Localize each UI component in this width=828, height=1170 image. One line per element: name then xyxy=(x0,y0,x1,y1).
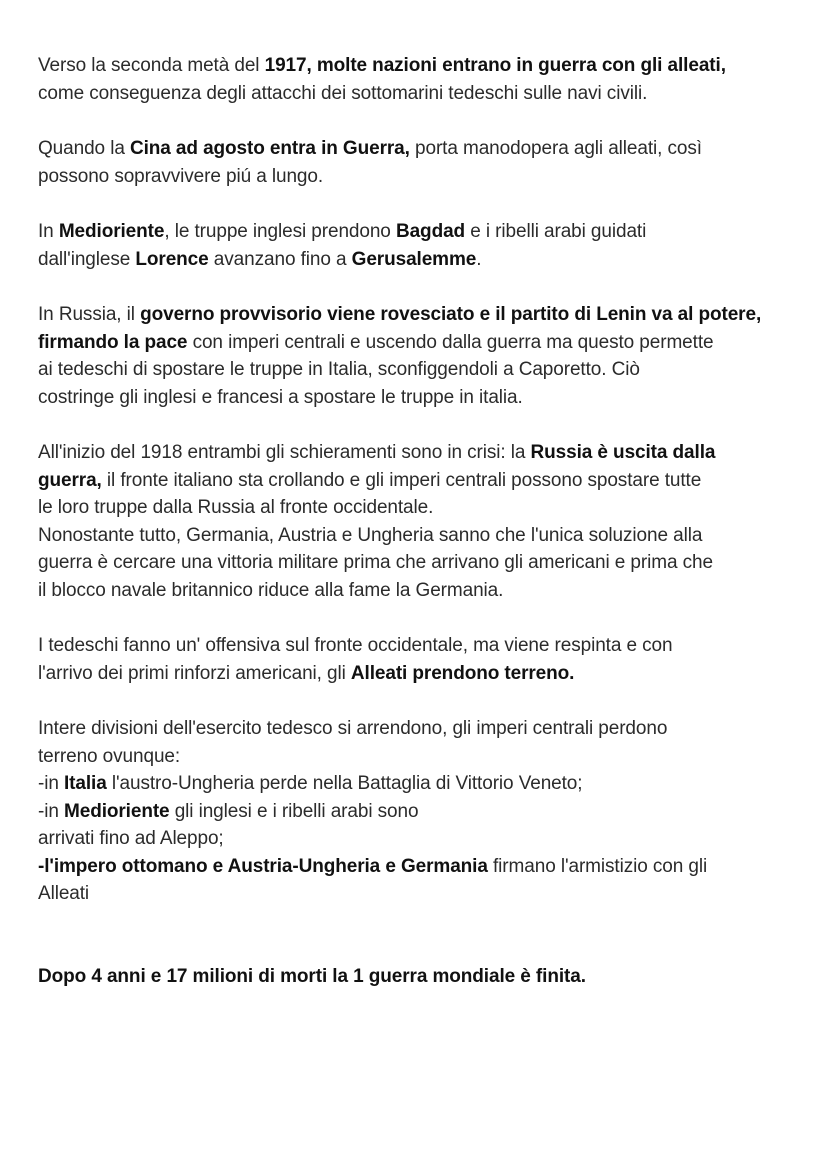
text-line xyxy=(38,467,798,495)
paragraph xyxy=(38,218,798,273)
text-line xyxy=(38,494,798,522)
text-run: In Russia, il xyxy=(38,304,141,325)
text-run: Intere divisioni dell'esercito tedesco si arrendono, gli imperi centrali perdono xyxy=(38,718,668,739)
text-run: -in xyxy=(38,773,64,794)
paragraph xyxy=(38,715,798,908)
text-run: l'arrivo dei primi rinforzi americani, gli xyxy=(38,662,351,684)
text-line xyxy=(38,549,798,577)
text-run: Alleati xyxy=(38,883,90,904)
text-run: Quando la xyxy=(38,138,130,159)
bold-text: Lorence xyxy=(135,248,209,270)
text-line xyxy=(38,218,798,246)
text-line xyxy=(38,770,798,798)
paragraph xyxy=(38,301,798,411)
bold-text: Medioriente xyxy=(64,800,170,822)
text-run: dall'inglese xyxy=(38,248,136,270)
paragraph xyxy=(38,632,798,687)
bold-text: Gerusalemme xyxy=(351,248,477,270)
text-run: In xyxy=(38,221,59,242)
text-run: avanzano fino a xyxy=(208,248,352,270)
text-line xyxy=(38,825,798,853)
paragraph xyxy=(38,52,798,107)
text-line xyxy=(38,963,798,991)
text-run: Verso la seconda metà del xyxy=(38,55,265,76)
text-line xyxy=(38,135,798,163)
text-line xyxy=(38,52,798,80)
text-run: arrivati fino ad Aleppo; xyxy=(38,828,224,849)
text-run: il fronte italiano sta crollando e gli imperi centrali possono spostare tutte xyxy=(101,469,702,491)
text-line xyxy=(38,522,798,550)
text-run: . xyxy=(476,248,482,270)
text-run: guerra è cercare una vittoria militare prima che arrivano gli americani e prima che xyxy=(38,552,713,573)
bold-text: Dopo 4 anni e 17 milioni di morti la 1 guerra mondiale è finita. xyxy=(38,965,586,987)
text-line xyxy=(38,356,798,384)
bold-text: Russia è uscita dalla xyxy=(530,442,716,463)
bold-text: Alleati prendono terreno. xyxy=(350,662,575,684)
text-run: Nonostante tutto, Germania, Austria e Ungheria sanno che l'unica soluzione alla xyxy=(38,524,703,546)
text-run: porta manodopera agli alleati, così xyxy=(409,138,702,159)
text-line xyxy=(38,329,798,357)
document-body xyxy=(38,52,798,1018)
text-run: I tedeschi fanno un' offensiva sul fronte occidentale, ma viene respinta e con xyxy=(38,635,673,656)
bold-text: -l'impero ottomano e Austria-Ungheria e Germania xyxy=(38,855,488,877)
text-run: , le truppe inglesi prendono xyxy=(164,221,396,242)
text-line xyxy=(38,715,798,743)
text-run: costringe gli inglesi e francesi a spostare le truppe in italia. xyxy=(38,386,523,408)
text-run: terreno ovunque: xyxy=(38,745,181,767)
text-run: il blocco navale britannico riduce alla fame la Germania. xyxy=(38,579,504,601)
bold-text: firmando la pace xyxy=(38,331,188,353)
text-run: e i ribelli arabi guidati xyxy=(465,221,647,242)
text-line xyxy=(38,577,798,605)
bold-text: governo provvisorio viene rovesciato e il partito di Lenin va al potere, xyxy=(140,304,762,325)
bold-text: Cina ad agosto entra in Guerra, xyxy=(129,138,410,159)
text-line xyxy=(38,246,798,274)
text-line xyxy=(38,880,798,908)
text-line xyxy=(38,80,798,108)
paragraph xyxy=(38,135,798,190)
text-line xyxy=(38,439,798,467)
bold-text: guerra, xyxy=(38,469,102,491)
text-run: come conseguenza degli attacchi dei sottomarini tedeschi sulle navi civili. xyxy=(38,82,648,104)
text-run: firmano l'armistizio con gli xyxy=(487,855,708,877)
text-run: gli inglesi e i ribelli arabi sono xyxy=(169,800,419,822)
text-run: ai tedeschi di spostare le truppe in Italia, sconfiggendoli a Caporetto. Ciò xyxy=(38,359,640,380)
text-run: con imperi centrali e uscendo dalla guerra ma questo permette xyxy=(187,331,714,353)
text-run: -in xyxy=(38,800,64,822)
text-line xyxy=(38,301,798,329)
bold-text: 1917, molte nazioni entrano in guerra con gli alleati, xyxy=(264,55,726,76)
bold-text: Bagdad xyxy=(395,221,466,242)
text-line xyxy=(38,743,798,771)
bold-text: Italia xyxy=(64,773,107,794)
text-line xyxy=(38,853,798,881)
text-run: possono sopravvivere piú a lungo. xyxy=(38,165,324,187)
text-line xyxy=(38,163,798,191)
text-line xyxy=(38,632,798,660)
text-run: All'inizio del 1918 entrambi gli schieramenti sono in crisi: la xyxy=(38,442,531,463)
text-line xyxy=(38,798,798,826)
paragraph xyxy=(38,963,798,991)
bold-text: Medioriente xyxy=(58,221,165,242)
text-run: l'austro-Ungheria perde nella Battaglia di Vittorio Veneto; xyxy=(106,773,583,794)
text-run: le loro truppe dalla Russia al fronte occidentale. xyxy=(38,497,434,518)
paragraph xyxy=(38,439,798,604)
text-line xyxy=(38,660,798,688)
text-line xyxy=(38,384,798,412)
